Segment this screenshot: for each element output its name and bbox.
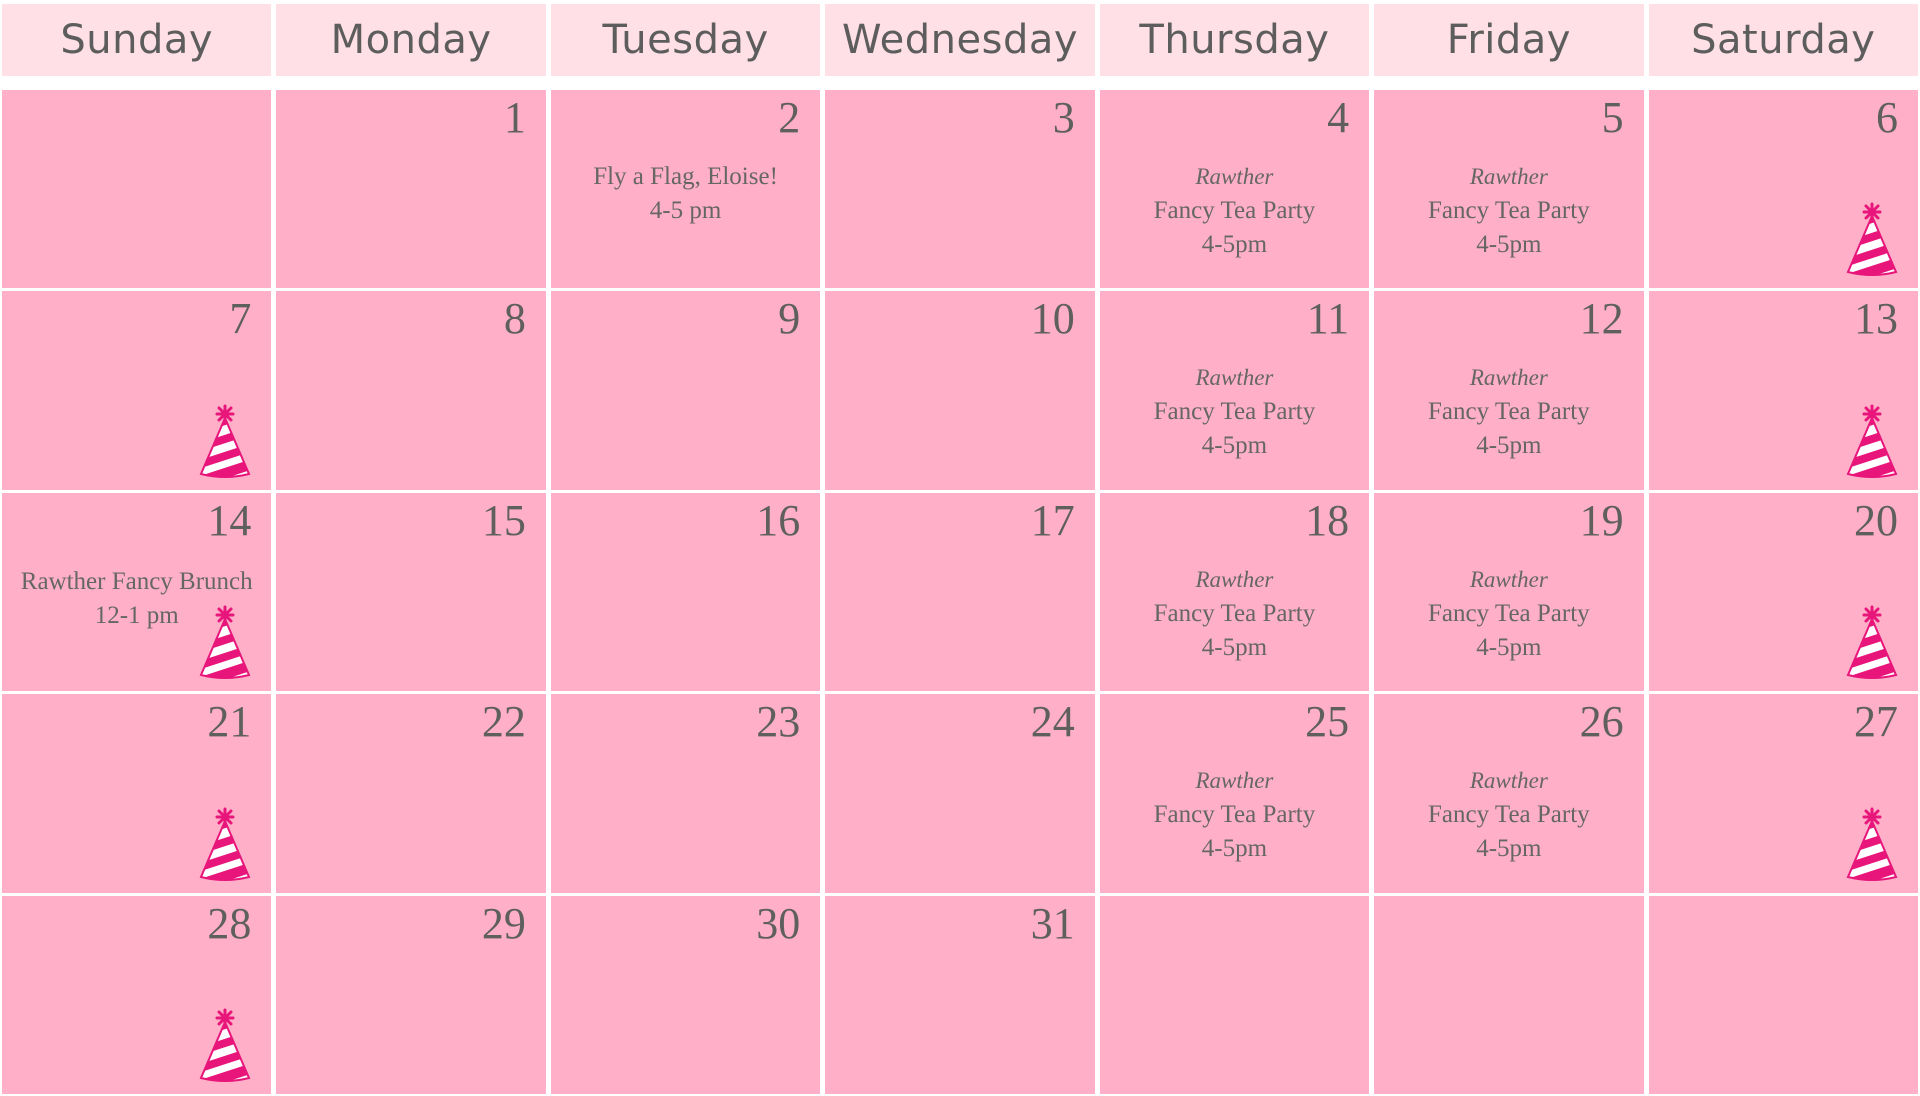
event-italic-label: Rawther: [1469, 164, 1548, 189]
day-cell[interactable]: [1374, 90, 1643, 288]
day-cell[interactable]: [2, 493, 271, 691]
day-cell[interactable]: [825, 694, 1094, 892]
day-number: 21: [207, 697, 252, 747]
header-divider: [1649, 79, 1918, 87]
event-line: Fly a Flag, Eloise!: [593, 163, 778, 190]
day-number: 15: [481, 495, 526, 545]
event-line: Fancy Tea Party: [1153, 801, 1316, 829]
day-number: 2: [778, 93, 801, 142]
day-number: 16: [756, 495, 801, 545]
day-cell[interactable]: [2, 694, 271, 892]
day-number: 9: [778, 294, 801, 344]
day-cell[interactable]: [2, 291, 271, 489]
day-cell[interactable]: [276, 90, 545, 288]
day-cell[interactable]: [276, 493, 545, 691]
day-number: 10: [1030, 294, 1075, 344]
event-line: Fancy Tea Party: [1153, 398, 1316, 426]
event-line: 4-5pm: [1201, 432, 1268, 460]
day-cell[interactable]: [276, 896, 545, 1094]
day-number: 12: [1579, 294, 1624, 344]
party-hat-icon: [1844, 202, 1900, 278]
weekday-header: Sunday: [2, 4, 271, 76]
day-cell[interactable]: [1649, 896, 1918, 1094]
event-line: Rawther Fancy Brunch: [20, 567, 253, 595]
event-line: 4-5pm: [1476, 231, 1542, 258]
day-number: 14: [207, 495, 252, 545]
event-line: 4-5pm: [1201, 633, 1268, 661]
party-hat-icon: [197, 605, 253, 681]
day-cell[interactable]: [276, 694, 545, 892]
event-line: 12-1 pm: [94, 601, 179, 629]
event-italic-label: Rawther: [1195, 164, 1274, 189]
day-cell[interactable]: [1100, 896, 1369, 1094]
day-cell[interactable]: [2, 896, 271, 1094]
day-cell[interactable]: [1374, 896, 1643, 1094]
day-number: 20: [1853, 495, 1898, 545]
event-text: [1374, 563, 1643, 665]
day-cell[interactable]: [1100, 90, 1369, 288]
header-divider: [551, 79, 820, 87]
weekday-header: Thursday: [1100, 4, 1369, 76]
header-divider: [2, 79, 271, 87]
event-text: [1100, 764, 1369, 866]
day-cell[interactable]: [551, 896, 820, 1094]
party-hat-icon: [1844, 605, 1900, 681]
weekday-header: Tuesday: [551, 4, 820, 76]
event-text: [1100, 160, 1369, 262]
day-number: 11: [1306, 294, 1350, 344]
event-line: Fancy Tea Party: [1428, 197, 1590, 224]
party-hat-icon: [197, 404, 253, 480]
header-divider: [1100, 79, 1369, 87]
day-number: 13: [1853, 294, 1898, 344]
party-hat-icon: [197, 1008, 253, 1084]
day-number: 23: [756, 697, 801, 747]
event-line: 4-5pm: [1201, 835, 1268, 863]
event-line: Fancy Tea Party: [1153, 599, 1316, 627]
day-number: 4: [1327, 93, 1350, 142]
event-text: [1100, 361, 1369, 463]
day-number: 8: [503, 294, 526, 344]
header-divider: [825, 79, 1094, 87]
event-line: Fancy Tea Party: [1428, 599, 1590, 627]
day-cell[interactable]: [1649, 90, 1918, 288]
day-number: 25: [1305, 697, 1350, 747]
day-number: 7: [229, 294, 252, 344]
event-line: 4-5pm: [1476, 835, 1542, 863]
day-cell[interactable]: [551, 291, 820, 489]
day-cell[interactable]: [2, 90, 271, 288]
day-number: 29: [481, 898, 526, 948]
day-cell[interactable]: [1100, 291, 1369, 489]
day-cell[interactable]: [1649, 291, 1918, 489]
day-number: 18: [1305, 495, 1350, 545]
weekday-header: Saturday: [1649, 4, 1918, 76]
weekday-header: Monday: [276, 4, 545, 76]
event-text: [1374, 160, 1643, 262]
event-line: Fancy Tea Party: [1428, 801, 1590, 829]
day-cell[interactable]: [1374, 291, 1643, 489]
event-text: [1374, 764, 1643, 866]
event-line: 4-5pm: [1201, 231, 1268, 258]
event-italic-label: Rawther: [1469, 566, 1548, 592]
event-italic-label: Rawther: [1195, 365, 1274, 391]
header-divider: [276, 79, 545, 87]
day-number: 17: [1030, 495, 1075, 545]
event-italic-label: Rawther: [1469, 365, 1548, 391]
event-italic-label: Rawther: [1469, 768, 1548, 794]
event-text: [1374, 361, 1643, 463]
event-italic-label: Rawther: [1195, 566, 1274, 592]
weekday-header: Friday: [1374, 4, 1643, 76]
day-cell[interactable]: [1374, 493, 1643, 691]
day-cell[interactable]: [825, 896, 1094, 1094]
event-italic-label: Rawther: [1195, 768, 1274, 794]
day-cell[interactable]: [825, 493, 1094, 691]
day-cell[interactable]: [1649, 694, 1918, 892]
weekday-header: Wednesday: [825, 4, 1094, 76]
day-number: 19: [1579, 495, 1624, 545]
day-cell[interactable]: [551, 90, 820, 288]
event-text: [551, 160, 820, 228]
day-number: 27: [1853, 697, 1898, 747]
party-hat-icon: [1844, 807, 1900, 883]
day-cell[interactable]: [1649, 493, 1918, 691]
header-divider: [1374, 79, 1643, 87]
party-hat-icon: [1844, 404, 1900, 480]
event-line: 4-5 pm: [649, 197, 722, 224]
day-cell[interactable]: [825, 291, 1094, 489]
day-cell[interactable]: [276, 291, 545, 489]
event-text: [1100, 563, 1369, 665]
day-cell[interactable]: [551, 493, 820, 691]
event-line: Fancy Tea Party: [1153, 197, 1316, 224]
event-line: 4-5pm: [1476, 633, 1542, 661]
day-number: 5: [1601, 93, 1624, 142]
day-cell[interactable]: [551, 694, 820, 892]
day-number: 30: [756, 898, 801, 948]
day-number: 1: [503, 93, 526, 142]
event-line: 4-5pm: [1476, 432, 1542, 460]
day-number: 6: [1875, 93, 1898, 142]
day-number: 31: [1030, 898, 1075, 948]
day-number: 26: [1579, 697, 1624, 747]
day-number: 22: [481, 697, 526, 747]
day-cell[interactable]: [1100, 493, 1369, 691]
party-hat-icon: [197, 807, 253, 883]
day-number: 3: [1052, 93, 1075, 142]
day-number: 28: [207, 898, 252, 948]
event-line: Fancy Tea Party: [1428, 398, 1590, 426]
day-cell[interactable]: [1100, 694, 1369, 892]
day-cell[interactable]: [1374, 694, 1643, 892]
day-number: 24: [1030, 697, 1075, 747]
day-cell[interactable]: [825, 90, 1094, 288]
